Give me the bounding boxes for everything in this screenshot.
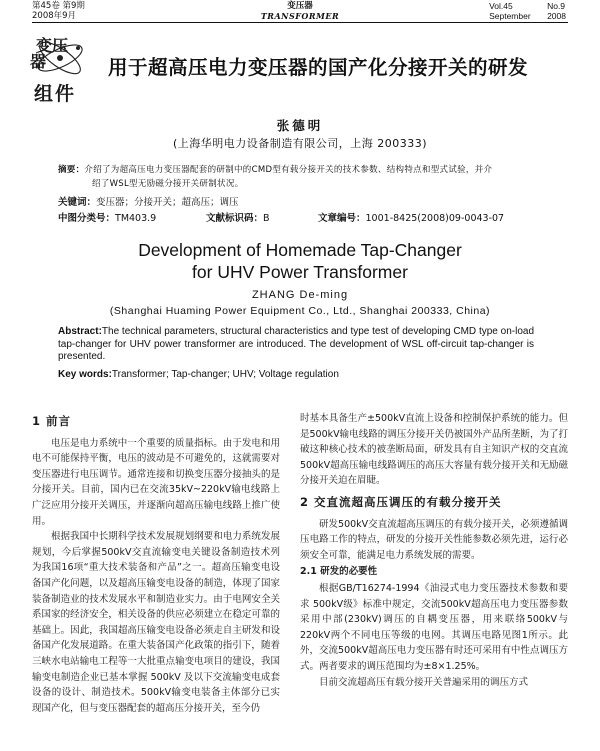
article-title-en: Development of Homemade Tap-Changer for UHV Power Transformer — [138, 240, 462, 282]
keywords-en: Key words:Transformer; Tap-changer; UHV; Voltage regulation — [58, 369, 339, 380]
classification-line: 中图分类号：TM403.9 文献标识码：B 文章编号：1001-8425(2008)09-0043-07 — [58, 213, 505, 224]
column-logo: 变压 器 组件 — [20, 34, 92, 104]
paragraph: 时基本具备生产±500kV直流上设备和控制保护系统的能力。但是500kV输电线路的调压分接开关仍被国外产品所垄断，为了打破这种核心技术的被垄断局面，研发具有自主知识产权的交直流500kV超高压输电线路调压的高压大容量有载分接开关和无励磁分接开关迫在眉睫。 — [300, 413, 568, 487]
affiliation-en: (Shanghai Huaming Power Equipment Co., Ltd., Shanghai 200333, China) — [109, 305, 491, 317]
paragraph: 研发500kV交直流超高压调压的有载分接开关，必须遵循调压电路工作的特点，研发的分接开关性能参数必须先进，运行必须安全可靠，能满足电力系统发展的需要。 — [300, 518, 568, 561]
header-issue-zh: 第45卷 第9期 2008年9月 — [32, 1, 85, 21]
abstract-zh: 摘要：介绍了为超高压电力变压器配套的研制中的CMD型有载分接开关的技术参数、结构特点和型式试验，并介 绍了WSL型无励磁分接开关研制状况。 — [58, 165, 493, 189]
header-journal-name: 变压器 TRANSFORMER — [260, 1, 340, 21]
author-en: ZHANG De-ming — [251, 289, 349, 301]
body-column-left — [32, 408, 280, 716]
paragraph: 目前交流超高压有载分接开关普遍采用的调压方式 — [319, 676, 529, 688]
abstract-en: Abstract:The technical parameters, structural characteristics and type test of developing CMD type on-load tap-changer for UHV power transformer are introduced. The development of WSL off-circuit tap-changer is presented. — [58, 326, 534, 362]
keywords-zh: 关键词：变压器；分接开关；超高压；调压 — [58, 197, 239, 208]
section-heading: 2 交直流超高压调压的有载分接开关 — [300, 494, 502, 509]
body-column-right — [300, 411, 568, 690]
author-zh: 张德明 — [276, 118, 324, 133]
paragraph: 电压是电力系统中一个重要的质量指标。由于发电和用电不可能保持平衡，电压的波动是不可避免的，这就需要对变压器进行电压调节。通常连接和切换变压器分接抽头的是分接开关。目前，国内已在交流35kV~220kV输电线路上广泛应用分接开关调压，并逐渐向超高压输电线路上推广使用。 — [32, 437, 280, 527]
section-heading: 1 前言 — [32, 414, 72, 428]
header-issue-en: Vol.45 No.9 September 2008 — [489, 1, 566, 21]
running-header — [0, 0, 600, 22]
paragraph: 根据GB/T16274-1994《油浸式电力变压器技术参数和要求 500kV级》标准中规定，交流500kV超高压电力变压器参数采用中部(230kV)调压的自耦变压器，用来联络500kV与220kV两个不同电压等级的电网。其调压电路见图1所示。此外，交流500kV超高压电力变压器有时还可采用有中性点调压方式。两者要求的调压范围均为±8×1.25%。 — [300, 582, 568, 672]
paragraph: 根据我国中长期科学技术发展规划纲要和电力系统发展规划，今后掌握500kV交直流输变电关键设备制造技术列为我国16项“重大技术装备和产品”之一。超高压输变电设备国产化问题，以及超高压输变电设备的制造，体现了国家装备制造业的技术发展水平和制造业实力。由于电网安全关系国家的经济安全，相关设备的供应必须建立在稳定可靠的基础上。因此，我国超高压输变电设备必须走自主研发和设备国产化发展道路。在重大装备国产化政策的指引下，随着三峡水电站输电工程等一大批重点输变电项目的建设，我国输变电制造企业已基本掌握 500kV 及以下交流输变电成套设备的设计、制造技术。500kV输变电装备主体部分已实现国产化，但与变压器配套的超高压分接开关，至今仍 — [32, 531, 280, 714]
article-title-zh: 用于超高压电力变压器的国产化分接开关的研发 — [108, 56, 529, 79]
affiliation-zh: (上海华明电力设备制造有限公司，上海 200333) — [172, 137, 428, 150]
subsection-heading: 2.1 研发的必要性 — [300, 566, 378, 578]
header-rule — [32, 22, 568, 23]
